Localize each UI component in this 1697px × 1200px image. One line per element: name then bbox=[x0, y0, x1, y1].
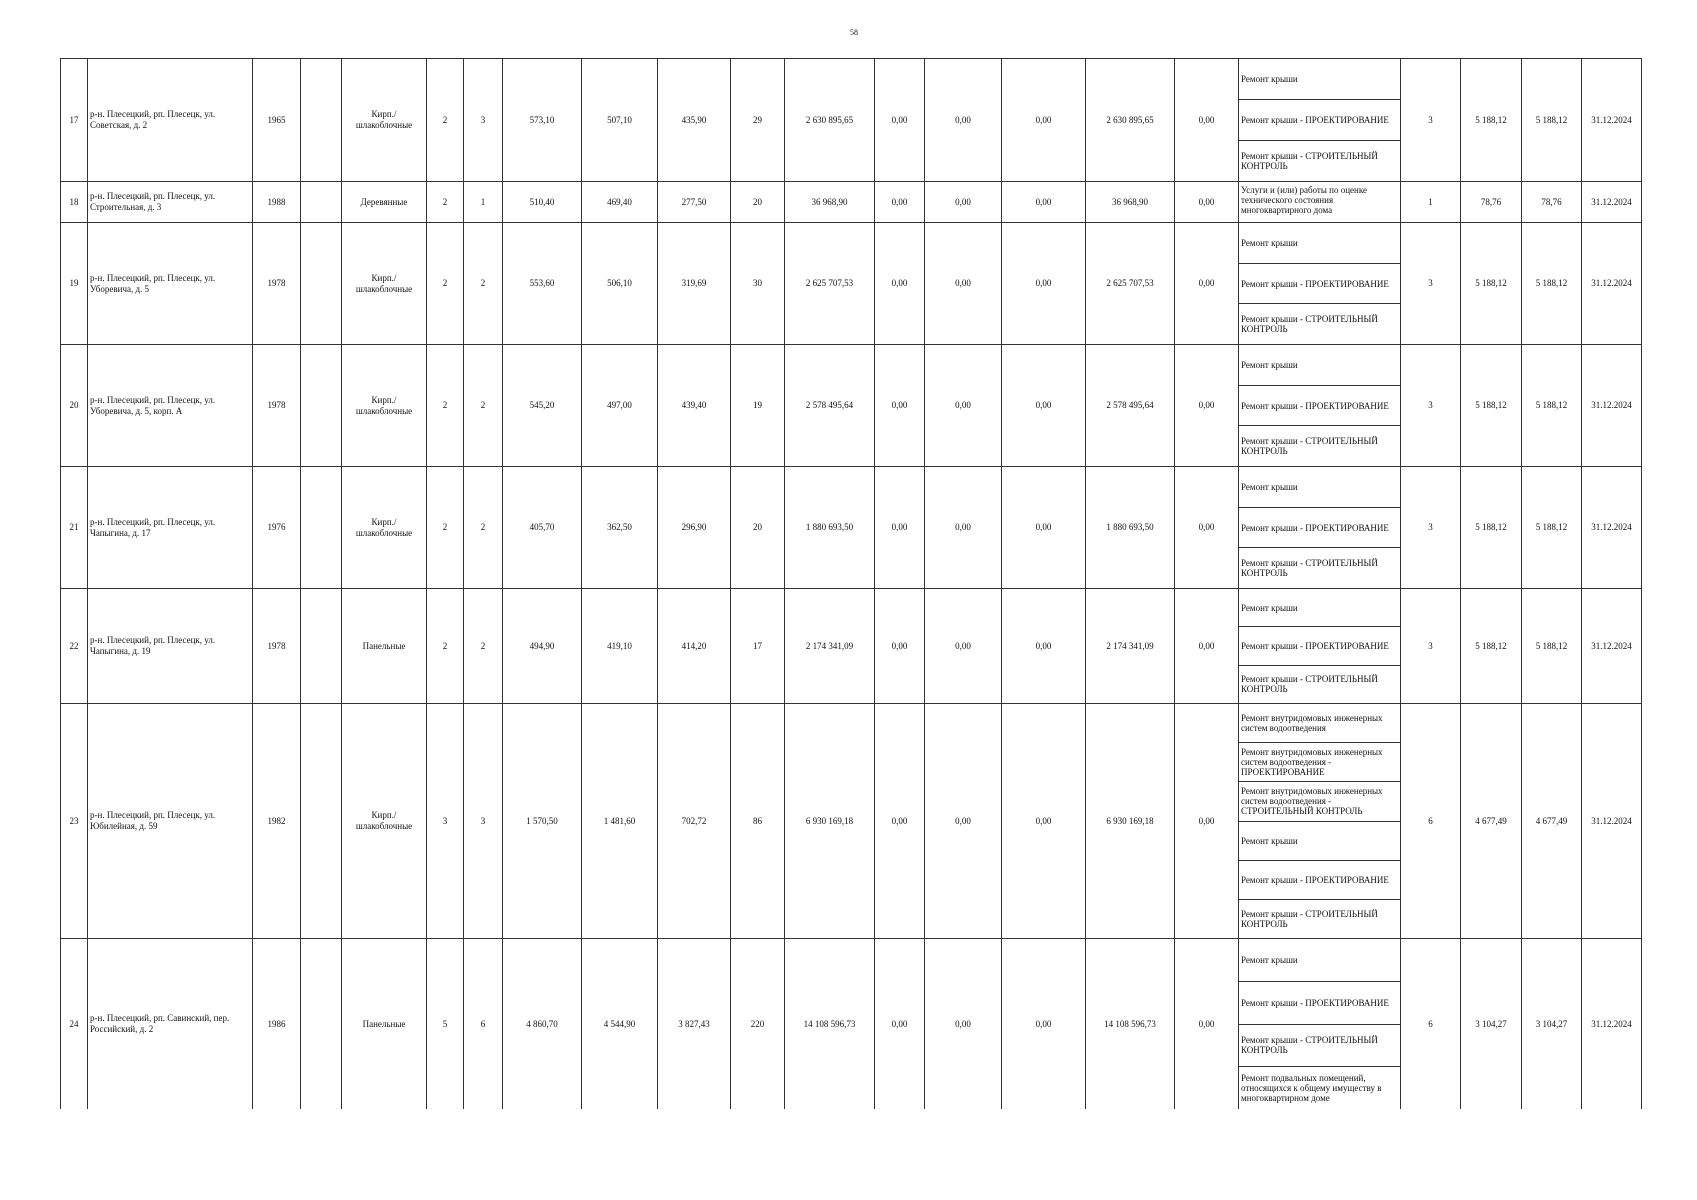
cell-fund-local: 0,00 bbox=[1002, 223, 1086, 345]
cell-address: р-н. Плесецкий, рп. Плесецк, ул. Строительная, д. 3 bbox=[88, 182, 253, 223]
cell-residents: 19 bbox=[731, 345, 785, 467]
cell-area-premises: 506,10 bbox=[582, 223, 658, 345]
cell-works bbox=[1239, 467, 1401, 589]
cell-area-premises: 507,10 bbox=[582, 59, 658, 182]
cell-year: 1976 bbox=[253, 467, 301, 589]
cell-unit-cost: 4 677,49 bbox=[1461, 704, 1522, 939]
cell-n: 24 bbox=[61, 939, 88, 1110]
cell-deadline: 31.12.2024 bbox=[1582, 345, 1642, 467]
cell-cost-total: 36 968,90 bbox=[785, 182, 875, 223]
works-list bbox=[1239, 182, 1400, 222]
cell-fund-regional: 0,00 bbox=[925, 939, 1002, 1110]
cell-walls: Кирп./ шлакоблочные bbox=[342, 704, 427, 939]
cell-walls: Кирп./ шлакоблочные bbox=[342, 59, 427, 182]
cell-floors: 2 bbox=[427, 223, 464, 345]
cell-floors: 2 bbox=[427, 182, 464, 223]
cell-fund-local: 0,00 bbox=[1002, 704, 1086, 939]
work-item: Ремонт внутридомовых инженерных систем водоотведения - ПРОЕКТИРОВАНИЕ bbox=[1239, 743, 1400, 782]
cell-max-unit-cost: 5 188,12 bbox=[1522, 589, 1582, 704]
cell-floors: 5 bbox=[427, 939, 464, 1110]
cell-fund-other: 0,00 bbox=[1175, 589, 1239, 704]
works-list bbox=[1239, 939, 1400, 1109]
cell-deadline: 31.12.2024 bbox=[1582, 704, 1642, 939]
cell-walls: Панельные bbox=[342, 939, 427, 1110]
cell-address: р-н. Плесецкий, рп. Плесецк, ул. Чапыгина, д. 19 bbox=[88, 589, 253, 704]
cell-area-residential: 319,69 bbox=[658, 223, 731, 345]
cell-col4 bbox=[301, 182, 342, 223]
cell-col4 bbox=[301, 59, 342, 182]
cell-n: 23 bbox=[61, 704, 88, 939]
cell-col4 bbox=[301, 345, 342, 467]
cell-works-count: 3 bbox=[1401, 59, 1461, 182]
cell-address: р-н. Плесецкий, рп. Плесецк, ул. Советская, д. 2 bbox=[88, 59, 253, 182]
cell-floors: 3 bbox=[427, 704, 464, 939]
cell-works bbox=[1239, 345, 1401, 467]
cell-works bbox=[1239, 182, 1401, 223]
cell-fund-federal: 0,00 bbox=[875, 939, 925, 1110]
cell-fund-local: 0,00 bbox=[1002, 589, 1086, 704]
work-item: Ремонт крыши - ПРОЕКТИРОВАНИЕ bbox=[1239, 264, 1400, 305]
table-body bbox=[61, 59, 1642, 1110]
work-item: Ремонт крыши - СТРОИТЕЛЬНЫЙ КОНТРОЛЬ bbox=[1241, 151, 1378, 171]
cell-area-residential: 296,90 bbox=[658, 467, 731, 589]
cell-col4 bbox=[301, 704, 342, 939]
cell-cost-total: 6 930 169,18 bbox=[785, 704, 875, 939]
cell-works bbox=[1239, 223, 1401, 345]
cell-fund-regional: 0,00 bbox=[925, 467, 1002, 589]
works-list bbox=[1239, 223, 1400, 344]
cell-area-residential: 702,72 bbox=[658, 704, 731, 939]
cell-entrances: 6 bbox=[464, 939, 503, 1110]
cell-fund-owners: 14 108 596,73 bbox=[1086, 939, 1175, 1110]
cell-fund-owners: 2 625 707,53 bbox=[1086, 223, 1175, 345]
cell-address: р-н. Плесецкий, рп. Плесецк, ул. Чапыгина, д. 17 bbox=[88, 467, 253, 589]
cell-n: 20 bbox=[61, 345, 88, 467]
cell-walls: Кирп./ шлакоблочные bbox=[342, 223, 427, 345]
cell-works bbox=[1239, 589, 1401, 704]
work-item: Ремонт крыши - СТРОИТЕЛЬНЫЙ КОНТРОЛЬ bbox=[1239, 1025, 1400, 1068]
cell-cost-total: 2 625 707,53 bbox=[785, 223, 875, 345]
cell-area-premises: 4 544,90 bbox=[582, 939, 658, 1110]
cell-residents: 86 bbox=[731, 704, 785, 939]
cell-works-count: 1 bbox=[1401, 182, 1461, 223]
cell-fund-other: 0,00 bbox=[1175, 345, 1239, 467]
cell-max-unit-cost: 4 677,49 bbox=[1522, 704, 1582, 939]
cell-year: 1978 bbox=[253, 345, 301, 467]
table-row bbox=[61, 223, 1642, 345]
cell-fund-federal: 0,00 bbox=[875, 59, 925, 182]
cell-fund-local: 0,00 bbox=[1002, 182, 1086, 223]
work-item: Ремонт крыши bbox=[1239, 589, 1400, 627]
cell-area-residential: 3 827,43 bbox=[658, 939, 731, 1110]
works-list bbox=[1239, 704, 1400, 938]
cell-works bbox=[1239, 59, 1401, 182]
cell-fund-other: 0,00 bbox=[1175, 467, 1239, 589]
cell-floors: 2 bbox=[427, 589, 464, 704]
table-row bbox=[61, 704, 1642, 939]
work-item: Ремонт крыши - ПРОЕКТИРОВАНИЕ bbox=[1239, 982, 1400, 1025]
cell-address: р-н. Плесецкий, рп. Савинский, пер. Российский, д. 2 bbox=[88, 939, 253, 1110]
cell-residents: 20 bbox=[731, 467, 785, 589]
cell-area-premises: 469,40 bbox=[582, 182, 658, 223]
table-row bbox=[61, 59, 1642, 182]
work-item: Ремонт крыши - СТРОИТЕЛЬНЫЙ КОНТРОЛЬ bbox=[1241, 674, 1378, 695]
cell-area-total: 405,70 bbox=[503, 467, 582, 589]
cell-fund-regional: 0,00 bbox=[925, 223, 1002, 345]
cell-max-unit-cost: 5 188,12 bbox=[1522, 345, 1582, 467]
cell-cost-total: 2 630 895,65 bbox=[785, 59, 875, 182]
cell-area-total: 545,20 bbox=[503, 345, 582, 467]
work-item: Ремонт крыши bbox=[1239, 345, 1400, 386]
cell-works bbox=[1239, 939, 1401, 1110]
cell-area-total: 4 860,70 bbox=[503, 939, 582, 1110]
cell-fund-other: 0,00 bbox=[1175, 223, 1239, 345]
cell-entrances: 2 bbox=[464, 223, 503, 345]
work-item: Ремонт крыши - СТРОИТЕЛЬНЫЙ КОНТРОЛЬ bbox=[1241, 436, 1378, 457]
cell-deadline: 31.12.2024 bbox=[1582, 939, 1642, 1110]
cell-unit-cost: 5 188,12 bbox=[1461, 589, 1522, 704]
cell-unit-cost: 3 104,27 bbox=[1461, 939, 1522, 1110]
cell-works bbox=[1239, 704, 1401, 939]
page-number: 58 bbox=[850, 28, 858, 37]
cell-floors: 2 bbox=[427, 345, 464, 467]
table-row bbox=[61, 589, 1642, 704]
cell-fund-other: 0,00 bbox=[1175, 939, 1239, 1110]
cell-area-total: 494,90 bbox=[503, 589, 582, 704]
cell-area-residential: 277,50 bbox=[658, 182, 731, 223]
cell-fund-regional: 0,00 bbox=[925, 345, 1002, 467]
cell-works-count: 6 bbox=[1401, 939, 1461, 1110]
cell-fund-regional: 0,00 bbox=[925, 704, 1002, 939]
cell-cost-total: 14 108 596,73 bbox=[785, 939, 875, 1110]
cell-walls: Кирп./ шлакоблочные bbox=[342, 345, 427, 467]
cell-fund-federal: 0,00 bbox=[875, 704, 925, 939]
cell-year: 1978 bbox=[253, 223, 301, 345]
cell-unit-cost: 5 188,12 bbox=[1461, 59, 1522, 182]
cell-unit-cost: 5 188,12 bbox=[1461, 223, 1522, 345]
works-list bbox=[1239, 59, 1400, 181]
cell-deadline: 31.12.2024 bbox=[1582, 182, 1642, 223]
work-item: Ремонт крыши - СТРОИТЕЛЬНЫЙ КОНТРОЛЬ bbox=[1241, 908, 1378, 929]
cell-cost-total: 2 578 495,64 bbox=[785, 345, 875, 467]
cell-area-residential: 414,20 bbox=[658, 589, 731, 704]
cell-fund-federal: 0,00 bbox=[875, 182, 925, 223]
cell-year: 1965 bbox=[253, 59, 301, 182]
cell-area-premises: 362,50 bbox=[582, 467, 658, 589]
cell-cost-total: 1 880 693,50 bbox=[785, 467, 875, 589]
cell-col4 bbox=[301, 939, 342, 1110]
cell-fund-federal: 0,00 bbox=[875, 589, 925, 704]
cell-walls: Деревянные bbox=[342, 182, 427, 223]
cell-walls: Панельные bbox=[342, 589, 427, 704]
cell-address: р-н. Плесецкий, рп. Плесецк, ул. Уборевича, д. 5, корп. А bbox=[88, 345, 253, 467]
cell-residents: 30 bbox=[731, 223, 785, 345]
cell-fund-regional: 0,00 bbox=[925, 59, 1002, 182]
work-item: Ремонт внутридомовых инженерных систем водоотведения - СТРОИТЕЛЬНЫЙ КОНТРОЛЬ bbox=[1239, 782, 1400, 821]
work-item: Ремонт крыши bbox=[1239, 467, 1400, 508]
cell-address: р-н. Плесецкий, рп. Плесецк, ул. Уборевича, д. 5 bbox=[88, 223, 253, 345]
cell-works-count: 3 bbox=[1401, 589, 1461, 704]
cell-max-unit-cost: 3 104,27 bbox=[1522, 939, 1582, 1110]
cell-col4 bbox=[301, 223, 342, 345]
cell-fund-local: 0,00 bbox=[1002, 467, 1086, 589]
cell-fund-federal: 0,00 bbox=[875, 467, 925, 589]
cell-floors: 2 bbox=[427, 467, 464, 589]
cell-fund-owners: 6 930 169,18 bbox=[1086, 704, 1175, 939]
cell-works-count: 3 bbox=[1401, 467, 1461, 589]
work-item: Ремонт крыши - СТРОИТЕЛЬНЫЙ КОНТРОЛЬ bbox=[1241, 558, 1378, 579]
cell-n: 22 bbox=[61, 589, 88, 704]
cell-walls: Кирп./ шлакоблочные bbox=[342, 467, 427, 589]
cell-max-unit-cost: 78,76 bbox=[1522, 182, 1582, 223]
cell-fund-owners: 2 630 895,65 bbox=[1086, 59, 1175, 182]
cell-cost-total: 2 174 341,09 bbox=[785, 589, 875, 704]
cell-unit-cost: 78,76 bbox=[1461, 182, 1522, 223]
table-row bbox=[61, 939, 1642, 1110]
cell-fund-federal: 0,00 bbox=[875, 345, 925, 467]
cell-year: 1982 bbox=[253, 704, 301, 939]
cell-entrances: 2 bbox=[464, 589, 503, 704]
table-row bbox=[61, 182, 1642, 223]
cell-max-unit-cost: 5 188,12 bbox=[1522, 223, 1582, 345]
cell-fund-owners: 1 880 693,50 bbox=[1086, 467, 1175, 589]
cell-unit-cost: 5 188,12 bbox=[1461, 467, 1522, 589]
work-item: Ремонт крыши - ПРОЕКТИРОВАНИЕ bbox=[1239, 100, 1400, 141]
cell-area-total: 553,60 bbox=[503, 223, 582, 345]
work-item: Услуги и (или) работы по оценке технического состояния многоквартирного дома bbox=[1241, 185, 1367, 215]
work-item: Ремонт крыши - ПРОЕКТИРОВАНИЕ bbox=[1239, 861, 1400, 900]
cell-fund-federal: 0,00 bbox=[875, 223, 925, 345]
cell-fund-owners: 2 578 495,64 bbox=[1086, 345, 1175, 467]
work-item: Ремонт крыши bbox=[1239, 822, 1400, 861]
table-row bbox=[61, 345, 1642, 467]
cell-fund-owners: 2 174 341,09 bbox=[1086, 589, 1175, 704]
work-item: Ремонт крыши - ПРОЕКТИРОВАНИЕ bbox=[1239, 508, 1400, 549]
cell-deadline: 31.12.2024 bbox=[1582, 589, 1642, 704]
cell-max-unit-cost: 5 188,12 bbox=[1522, 59, 1582, 182]
cell-area-total: 510,40 bbox=[503, 182, 582, 223]
cell-col4 bbox=[301, 589, 342, 704]
work-item: Ремонт крыши bbox=[1239, 223, 1400, 264]
cell-n: 21 bbox=[61, 467, 88, 589]
cell-works-count: 6 bbox=[1401, 704, 1461, 939]
cell-entrances: 2 bbox=[464, 345, 503, 467]
cell-fund-regional: 0,00 bbox=[925, 182, 1002, 223]
cell-area-premises: 497,00 bbox=[582, 345, 658, 467]
work-item: Ремонт крыши - ПРОЕКТИРОВАНИЕ bbox=[1239, 386, 1400, 427]
work-item: Ремонт внутридомовых инженерных систем водоотведения bbox=[1239, 704, 1400, 743]
cell-unit-cost: 5 188,12 bbox=[1461, 345, 1522, 467]
cell-entrances: 2 bbox=[464, 467, 503, 589]
capital-repair-table bbox=[60, 58, 1642, 1109]
work-item: Ремонт крыши - СТРОИТЕЛЬНЫЙ КОНТРОЛЬ bbox=[1241, 314, 1378, 335]
cell-fund-other: 0,00 bbox=[1175, 704, 1239, 939]
cell-fund-regional: 0,00 bbox=[925, 589, 1002, 704]
cell-deadline: 31.12.2024 bbox=[1582, 223, 1642, 345]
works-list bbox=[1239, 589, 1400, 703]
cell-fund-other: 0,00 bbox=[1175, 182, 1239, 223]
work-item: Ремонт крыши - ПРОЕКТИРОВАНИЕ bbox=[1239, 627, 1400, 665]
cell-fund-other: 0,00 bbox=[1175, 59, 1239, 182]
cell-residents: 20 bbox=[731, 182, 785, 223]
cell-fund-local: 0,00 bbox=[1002, 59, 1086, 182]
cell-year: 1986 bbox=[253, 939, 301, 1110]
cell-works-count: 3 bbox=[1401, 223, 1461, 345]
cell-year: 1978 bbox=[253, 589, 301, 704]
cell-residents: 29 bbox=[731, 59, 785, 182]
cell-residents: 220 bbox=[731, 939, 785, 1110]
cell-area-total: 573,10 bbox=[503, 59, 582, 182]
cell-residents: 17 bbox=[731, 589, 785, 704]
work-item: Ремонт крыши bbox=[1239, 939, 1400, 982]
cell-year: 1988 bbox=[253, 182, 301, 223]
cell-n: 17 bbox=[61, 59, 88, 182]
cell-deadline: 31.12.2024 bbox=[1582, 59, 1642, 182]
cell-n: 18 bbox=[61, 182, 88, 223]
works-list bbox=[1239, 467, 1400, 588]
cell-entrances: 3 bbox=[464, 59, 503, 182]
cell-col4 bbox=[301, 467, 342, 589]
cell-max-unit-cost: 5 188,12 bbox=[1522, 467, 1582, 589]
works-list bbox=[1239, 345, 1400, 466]
work-item: Ремонт крыши bbox=[1239, 59, 1400, 100]
cell-floors: 2 bbox=[427, 59, 464, 182]
cell-address: р-н. Плесецкий, рп. Плесецк, ул. Юбилейная, д. 59 bbox=[88, 704, 253, 939]
table-row bbox=[61, 467, 1642, 589]
cell-area-premises: 419,10 bbox=[582, 589, 658, 704]
cell-area-premises: 1 481,60 bbox=[582, 704, 658, 939]
cell-fund-owners: 36 968,90 bbox=[1086, 182, 1175, 223]
cell-entrances: 3 bbox=[464, 704, 503, 939]
cell-area-residential: 439,40 bbox=[658, 345, 731, 467]
cell-area-total: 1 570,50 bbox=[503, 704, 582, 939]
cell-deadline: 31.12.2024 bbox=[1582, 467, 1642, 589]
cell-fund-local: 0,00 bbox=[1002, 345, 1086, 467]
cell-area-residential: 435,90 bbox=[658, 59, 731, 182]
cell-n: 19 bbox=[61, 223, 88, 345]
cell-entrances: 1 bbox=[464, 182, 503, 223]
cell-fund-local: 0,00 bbox=[1002, 939, 1086, 1110]
cell-works-count: 3 bbox=[1401, 345, 1461, 467]
work-item: Ремонт подвальных помещений, относящихся к общему имуществу в многоквартирном доме bbox=[1241, 1073, 1382, 1104]
